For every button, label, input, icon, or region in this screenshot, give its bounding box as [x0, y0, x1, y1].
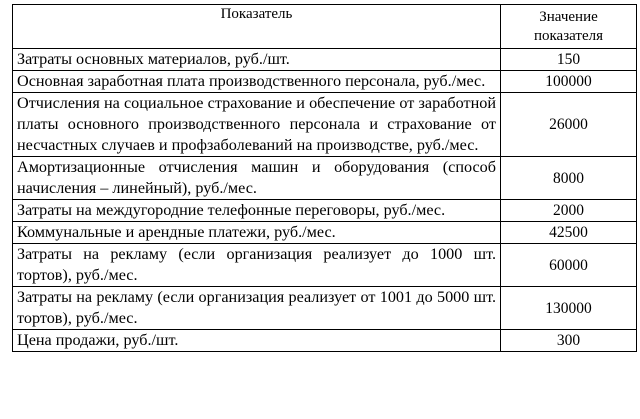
row-value: 150	[501, 49, 637, 71]
row-value: 26000	[501, 93, 637, 157]
table-row	[13, 330, 637, 352]
row-name: Амортизационные отчисления машин и оборудования (способ начисления – линейный), руб./мес.	[13, 157, 501, 200]
row-value: 8000	[501, 157, 637, 200]
table-row	[13, 93, 637, 157]
table-row	[13, 71, 637, 93]
table-row	[13, 244, 637, 287]
row-value: 300	[501, 330, 637, 352]
row-value: 60000	[501, 244, 637, 287]
indicators-table-wrapper	[12, 4, 636, 352]
indicators-table	[12, 4, 637, 352]
row-name: Затраты на междугородние телефонные переговоры, руб./мес.	[13, 200, 501, 222]
table-row	[13, 287, 637, 330]
table-header-row	[13, 5, 637, 49]
table-row	[13, 222, 637, 244]
row-name: Отчисления на социальное страхование и обеспечение от заработной платы основного производственного персонала и страхование от несчастных случаев и профзаболеваний на производстве, руб./мес.	[13, 93, 501, 157]
header-value: Значение показателя	[501, 5, 637, 49]
row-name: Затраты на рекламу (если организация реализует от 1001 до 5000 шт. тортов), руб./мес.	[13, 287, 501, 330]
row-name: Затраты на рекламу (если организация реализует до 1000 шт. тортов), руб./мес.	[13, 244, 501, 287]
row-value: 2000	[501, 200, 637, 222]
table-row	[13, 49, 637, 71]
row-value: 42500	[501, 222, 637, 244]
row-value: 130000	[501, 287, 637, 330]
table-row	[13, 157, 637, 200]
row-name: Затраты основных материалов, руб./шт.	[13, 49, 501, 71]
row-name: Основная заработная плата производственного персонала, руб./мес.	[13, 71, 501, 93]
header-indicator: Показатель	[13, 5, 501, 49]
table-row	[13, 200, 637, 222]
row-value: 100000	[501, 71, 637, 93]
row-name: Цена продажи, руб./шт.	[13, 330, 501, 352]
row-name: Коммунальные и арендные платежи, руб./мес.	[13, 222, 501, 244]
